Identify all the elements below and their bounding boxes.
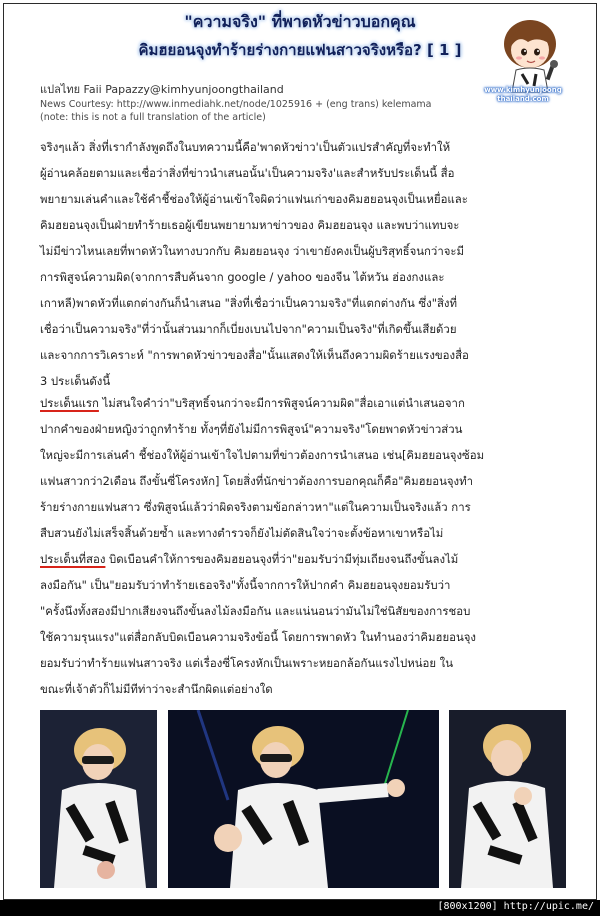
translation-note: (note: this is not a full translation of the article) xyxy=(40,112,266,123)
concert-photo-right xyxy=(449,710,566,888)
paragraph-line: ผู้อ่านคล้อยตามและเชื่อว่าสิ่งที่ข่าวนำเสนอนั้น'เป็นความจริง'และสำหรับประเด็นนี้ สื่อ xyxy=(40,166,455,180)
paragraph-line: ขณะที่เจ้าตัวก็ไม่มีทีท่าว่าจะสำนึกผิดแต่อย่างใด xyxy=(40,682,273,696)
watermark-line1: www.kimhyunjoong xyxy=(484,86,562,94)
headline-line2: คิมฮยอนจุงทำร้ายร่างกายแฟนสาวจริงหรือ? [ 1 ] xyxy=(138,41,462,59)
headline-line1: "ความจริง" ที่พาดหัวข่าวบอกคุณ xyxy=(184,12,416,31)
paragraph-line: และจากการวิเคราะห์ "การพาดหัวข่าวของสื่อ"นั้นแสดงให้เห็นถึงความผิดร้ายแรงของสื่อ xyxy=(40,348,469,362)
paragraph-line: การพิสูจน์ความผิด(จากการสืบค้นจาก google / yahoo ของจีน ไต้หวัน ฮ่องกงและ xyxy=(40,270,445,284)
issue2-label: ประเด็นที่สอง xyxy=(40,552,106,566)
upic-link[interactable]: [800x1200] http://upic.me/ xyxy=(437,901,594,912)
paragraph-line: คิมฮยอนจุงเป็นฝ่ายทำร้ายเธอผู้เขียนพยายามหาข่าวของ คิมฮยอนจุง และพบว่าแทบจะ xyxy=(40,218,460,232)
footer-bar xyxy=(0,900,600,916)
issue1-label: ประเด็นแรก xyxy=(40,396,99,410)
concert-photo-center xyxy=(168,710,439,888)
concert-photo-left xyxy=(40,710,157,888)
paragraph-line: ใหญ่จะมีการเล่นคำ ชี้ช่องให้ผู้อ่านเข้าใจไปตามที่ข่าวต้องการนำเสนอ เช่น[คิมฮยอนจุงซ้อม xyxy=(40,448,485,462)
issue2-first-line xyxy=(40,546,560,572)
issue1-text: ไม่สนใจคำว่า"บริสุทธิ์จนกว่าจะมีการพิสูจน์ความผิด"สื่อเอาแต่นำเสนอจาก xyxy=(98,396,465,410)
paragraph-line: 3 ประเด็นดังนี้ xyxy=(40,374,111,388)
paragraph-line: ปากคำของฝ่ายหญิงว่าถูกทำร้าย ทั้งๆที่ยังไม่มีการพิสูจน์"ความจริง"โดยพาดหัวข่าวส่วน xyxy=(40,422,463,436)
paragraph-line: เชื่อว่าเป็นความจริง"ที่ว่านั้นส่วนมากก็เบี่ยงเบนไปจาก"ความเป็นจริง"ที่เกิดขึ้นเสียด้วย xyxy=(40,322,457,336)
paragraph-line: ไม่มีข่าวไหนเลยที่พาดหัวในทางบวกกับ คิมฮยอนจุง ว่าเขายังคงเป็นผู้บริสุทธิ์จนกว่าจะมี xyxy=(40,244,465,258)
paragraph-line: พยายามเล่นคำและใช้คำชี้ช่องให้ผู้อ่านเข้าใจผิดว่าแฟนเก่าของคิมฮยอนจุงเป็นเหยื่อและ xyxy=(40,192,468,206)
news-courtesy: News Courtesy: http://www.inmediahk.net/node/1025916 + (eng trans) kelemama xyxy=(40,99,432,110)
issues-paragraph xyxy=(40,390,560,702)
paragraph-line: ยอมรับว่าทำร้ายแฟนสาวจริง แต่เรื่องซี่โครงหักเป็นเพราะหยอกล้อกันแรงไปหน่อย ใน xyxy=(40,656,454,670)
paragraph-line: ลงมือกัน" เป็น"ยอมรับว่าทำร้ายเธอจริง"ทั้งนี้จากการให้ปากคำ คิมฮยอนจุงยอมรับว่า xyxy=(40,578,451,592)
paragraph-line: ร้ายร่างกายแฟนสาว ซึ่งพิสูจน์แล้วว่าผิดจริงตามข้อกล่าวหา"แต่ในความเป็นจริงแล้ว การ xyxy=(40,500,471,514)
paragraph-line: ใช้ความรุนแรง"แต่สื่อกลับบิดเบือนความจริงข้อนี้ โดยการพาดหัว ในทำนองว่าคิมฮยอนจุง xyxy=(40,630,476,644)
issue1-first-line xyxy=(40,390,560,416)
paragraph-line: "ครั้งนึงทั้งสองมีปากเสียงจนถึงขั้นลงไม้ลงมือกัน และแน่นอนว่ามันไม่ใช่นิสัยของการชอบ xyxy=(40,604,471,618)
watermark-line2: thailand.com xyxy=(497,95,549,103)
paragraph-line: เกาหลี)พาดหัวที่แตกต่างกันก็นำเสนอ "สิ่งที่เชื่อว่าเป็นความจริง"ที่แตกต่างกัน ซึ่ง"สิ่งที่ xyxy=(40,296,457,310)
issue2-text: บิดเบือนคำให้การของคิมฮยอนจุงที่ว่า"ยอมรับว่ามีทุ่มเถียงจนถึงขั้นลงไม้ xyxy=(105,552,459,566)
paragraph-line: จริงๆแล้ว สิ่งที่เรากำลังพูดถึงในบทความนี้คือ'พาดหัวข่าว'เป็นตัวแปรสำคัญที่จะทำให้ xyxy=(40,140,451,154)
intro-paragraph xyxy=(40,134,560,394)
site-watermark xyxy=(470,86,576,106)
paragraph-line: สืบสวนยังไม่เสร็จสิ้นด้วยซ้ำ และทางตำรวจก็ยังไม่ตัดสินใจว่าจะตั้งข้อหาเขาหรือไม่ xyxy=(40,526,444,540)
translator-credit: แปลไทย Faii Papazzy@kimhyunjoongthailand xyxy=(40,83,284,96)
paragraph-line: แฟนสาวกว่า2เดือน ถึงขั้นซี่โครงหัก] โดยสิ่งที่นักข่าวต้องการบอกคุณก็คือ"คิมฮยอนจุงทำ xyxy=(40,474,474,488)
